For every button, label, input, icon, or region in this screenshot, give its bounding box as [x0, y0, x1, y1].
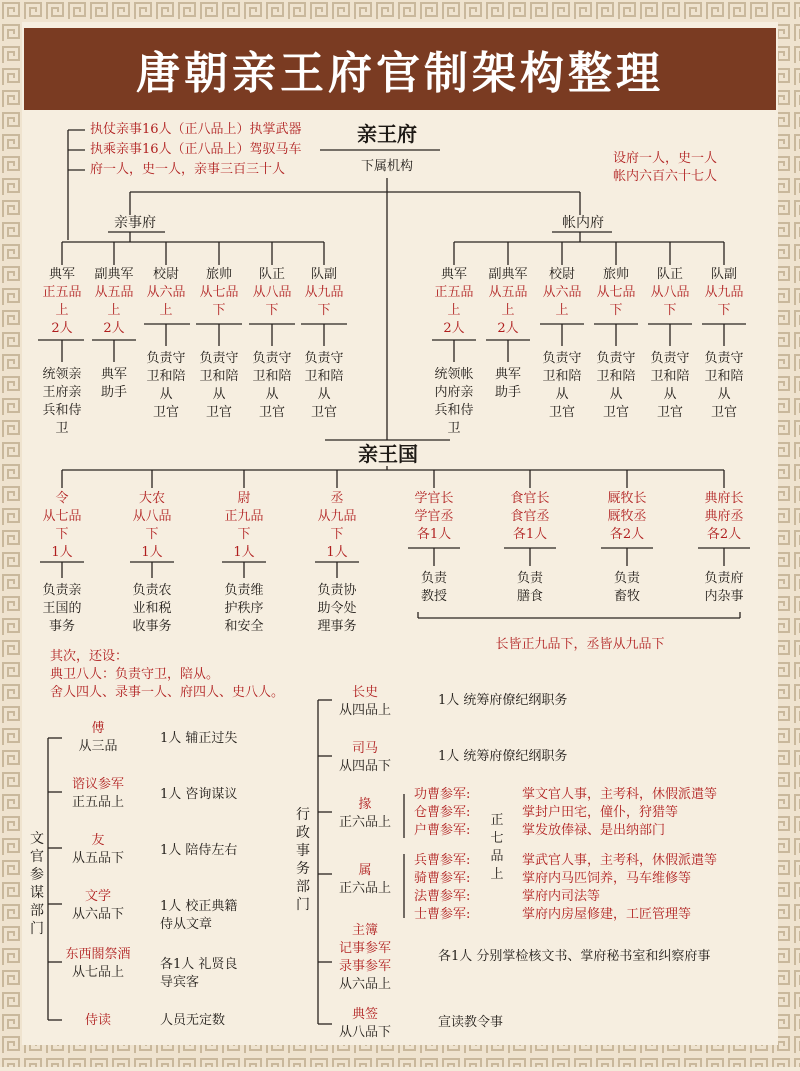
wangguo-position-duty: 膳食	[516, 589, 543, 604]
wenguan-rank: 正五品上	[71, 795, 124, 810]
xingzheng-title: 典签	[351, 1007, 378, 1022]
zhangneifu-position-title: 校尉	[548, 267, 575, 282]
wangguo-position-duty: 畜牧	[613, 589, 640, 604]
zhangneifu-position-rank: 从八品	[650, 285, 690, 300]
zhangneifu-position-duty: 从	[717, 387, 731, 402]
cao-name: 法曹参军:	[414, 889, 471, 904]
qinshifu-position-duty: 助手	[100, 385, 127, 400]
wangguo-position-title: 大农	[138, 491, 165, 506]
wenguan-duty: 1人 辅正过失	[160, 731, 238, 746]
zhangneifu-position-duty: 卫和陪	[542, 369, 582, 384]
wangguo-position-rank: 下	[237, 527, 251, 542]
label-wenguan-canmou	[28, 830, 46, 938]
zhangneifu-position-duty: 卫官	[548, 405, 575, 420]
xingzheng-title: 司马	[351, 741, 378, 756]
zhangneifu-position-rank: 下	[663, 303, 677, 318]
wangguo-position-duty: 负责亲	[42, 583, 82, 598]
wenguan-duty: 1人 校正典籍	[160, 899, 238, 914]
cao-name: 士曹参军:	[414, 907, 471, 922]
xingzheng-subtitle: 记事参军	[338, 941, 391, 956]
cao-duty: 掌发放俸禄、是出纳部门	[522, 823, 666, 838]
wangguo-rank-note: 长皆正九品下，丞皆从九品下	[495, 637, 665, 652]
zhangneifu-position-duty: 负责守	[542, 351, 582, 366]
wangguo-position-rank: 下	[145, 527, 159, 542]
xingzheng-duty: 宣读教令事	[438, 1015, 504, 1030]
zhangneifu-position-rank: 上	[555, 303, 569, 318]
qinshifu-position-duty: 卫和陪	[252, 369, 292, 384]
zhangneifu-position-rank: 2人	[497, 321, 519, 336]
wangguo-position-rank: 1人	[141, 545, 163, 560]
xingzheng-duty: 各1人 分别掌检核文书、掌府秘书室和纠察府事	[438, 949, 711, 964]
qinshifu-position-duty: 从	[212, 387, 226, 402]
wangguo-position-duty: 业和税	[132, 601, 172, 616]
wangguo-position-duty: 负责维	[224, 583, 264, 598]
zhangneifu-position-title: 旅帅	[602, 267, 629, 282]
wangguo-position-rank: 各2人	[706, 527, 742, 542]
zhangneifu-position-duty: 负责守	[650, 351, 690, 366]
other-line-3: 舍人四人、录事一人、府四人、史八人。	[50, 685, 285, 700]
zhangneifu-position-duty: 兵和侍	[434, 403, 474, 418]
note-zhangnei-2: 帐内六百六十七人	[612, 169, 717, 184]
qinshifu-position-duty: 兵和侍	[42, 403, 82, 418]
wenguan-duty: 人员无定数	[160, 1013, 226, 1028]
xingzheng-rank: 从四品上	[338, 703, 391, 718]
zhangneifu-position-duty: 卫	[447, 421, 461, 436]
wenguan-title: 东西閤祭酒	[65, 947, 131, 962]
xingzheng-title: 属	[358, 863, 372, 878]
qinshifu-position-rank: 下	[212, 303, 226, 318]
zhangneifu-position-rank: 2人	[443, 321, 465, 336]
qinshifu-position-duty: 卫和陪	[304, 369, 344, 384]
cao-name: 功曹参军:	[414, 787, 471, 802]
zhangneifu-position-rank: 从六品	[542, 285, 582, 300]
zhangneifu-position-duty: 内府亲	[434, 385, 474, 400]
wangguo-position-duty: 负责	[420, 571, 447, 586]
wenguan-rank: 从七品上	[71, 965, 124, 980]
cao-duty: 掌府内马匹饲养，马车维修等	[522, 871, 692, 886]
wangguo-position-rank: 厩牧丞	[607, 509, 647, 524]
page-title: 唐朝亲王府官制架构整理	[136, 48, 664, 99]
label-char: 务	[296, 861, 310, 877]
qinshifu-position-duty: 典军	[100, 367, 127, 382]
zhangneifu-position-duty: 负责守	[596, 351, 636, 366]
wangguo-position-rank: 各2人	[609, 527, 645, 542]
wenguan-duty: 导宾客	[160, 975, 200, 990]
qinshifu-position-title: 旅帅	[205, 267, 232, 282]
wenguan-title: 侍读	[84, 1013, 111, 1028]
xingzheng-rank: 从八品下	[338, 1025, 391, 1040]
wangguo-position-title: 厩牧长	[607, 491, 647, 506]
zhangneifu-position-duty: 卫官	[710, 405, 737, 420]
qinshifu-position-title: 队副	[310, 267, 337, 282]
xingzheng-duty: 1人 统筹府僚纪纲职务	[438, 749, 568, 764]
node-qinwangfu: 亲王府	[357, 122, 417, 146]
wangguo-position-title: 学官长	[414, 491, 454, 506]
wangguo-position-rank: 学官丞	[414, 509, 454, 524]
xingzheng-rank: 正六品上	[338, 815, 391, 830]
qinshifu-position-duty: 卫和陪	[199, 369, 239, 384]
qinshifu-position-title: 副典军	[94, 267, 134, 282]
zhangneifu-position-rank: 下	[609, 303, 623, 318]
label-char: 谋	[30, 885, 44, 901]
qinshifu-position-duty: 从	[317, 387, 331, 402]
label-xiashujigou: 下属机构	[360, 159, 413, 174]
wangguo-position-duty: 负责	[516, 571, 543, 586]
qinshifu-position-rank: 上	[159, 303, 173, 318]
node-zhangneifu: 帐内府	[562, 215, 604, 231]
note-fushi: 府一人，史一人，亲事三百三十人	[90, 162, 286, 177]
label-char: 文	[30, 831, 44, 847]
wangguo-position-rank: 典府丞	[704, 509, 744, 524]
qinshifu-position-duty: 卫和陪	[146, 369, 186, 384]
qinshifu-position-duty: 负责守	[199, 351, 239, 366]
wangguo-position-duty: 事务	[48, 619, 75, 634]
wangguo-position-title: 典府长	[704, 491, 744, 506]
label-char: 参	[30, 867, 44, 883]
label-char: 政	[296, 825, 310, 841]
label-char: 门	[30, 921, 44, 937]
qinshifu-position-rank: 2人	[103, 321, 125, 336]
wenguan-title: 谘议参军	[71, 777, 124, 792]
wenguan-title: 傅	[91, 721, 105, 736]
zhangneifu-position-duty: 从	[555, 387, 569, 402]
cao-duty: 掌府内房屋修建，工匠管理等	[522, 907, 692, 922]
qinshifu-position-duty: 卫官	[152, 405, 179, 420]
label-xingzheng-shiwu	[294, 806, 312, 914]
wangguo-position-duty: 负责农	[132, 583, 172, 598]
rank-char: 正	[490, 813, 504, 828]
wangguo-position-duty: 和安全	[224, 619, 264, 634]
cao-duty: 掌文官人事，主考科，休假派遣等	[522, 787, 718, 802]
zhangneifu-position-rank: 正五品	[434, 285, 474, 300]
wangguo-position-rank: 食官丞	[510, 509, 550, 524]
cao-name: 户曹参军:	[414, 823, 471, 838]
zhangneifu-position-title: 典军	[440, 267, 467, 282]
node-qinshifu: 亲事府	[114, 215, 156, 231]
wangguo-position-duty: 王国的	[42, 601, 82, 616]
zhangneifu-position-duty: 助手	[494, 385, 521, 400]
zhangneifu-position-rank: 上	[501, 303, 515, 318]
label-char: 行	[296, 807, 310, 823]
note-zhizhang: 执仗亲事16人（正八品上）执掌武器	[90, 122, 302, 137]
xingzheng-title: 长史	[351, 685, 378, 700]
cao-duty: 掌封户田宅，僮仆，狩猎等	[522, 805, 679, 820]
qinshifu-position-duty: 从	[159, 387, 173, 402]
wangguo-position-rank: 从八品	[132, 509, 172, 524]
wenguan-duty: 1人 陪侍左右	[160, 843, 238, 858]
xingzheng-rank: 正六品上	[338, 881, 391, 896]
zhangneifu-position-rank: 从五品	[488, 285, 528, 300]
wangguo-position-rank: 从七品	[42, 509, 82, 524]
wangguo-position-rank: 正九品	[224, 509, 264, 524]
cao-name: 骑曹参军:	[414, 871, 471, 886]
wangguo-position-duty: 负责府	[704, 571, 744, 586]
wenguan-rank: 从三品	[78, 739, 118, 754]
qinshifu-position-duty: 王府亲	[42, 385, 82, 400]
wangguo-position-rank: 各1人	[512, 527, 548, 542]
wangguo-position-rank: 下	[330, 527, 344, 542]
cao-name: 兵曹参军:	[414, 853, 471, 868]
qinshifu-position-duty: 负责守	[146, 351, 186, 366]
wangguo-position-duty: 负责协	[317, 583, 357, 598]
label-char: 官	[30, 849, 44, 865]
xingzheng-rank: 从四品下	[338, 759, 391, 774]
label-char: 事	[296, 843, 310, 859]
xingzheng-duty: 1人 统筹府僚纪纲职务	[438, 693, 568, 708]
wenguan-rank: 从六品下	[71, 907, 124, 922]
zhangneifu-position-duty: 从	[663, 387, 677, 402]
qinshifu-position-rank: 从五品	[94, 285, 134, 300]
zhangneifu-position-rank: 下	[717, 303, 731, 318]
cao-duty: 掌武官人事，主考科，休假派遣等	[522, 853, 718, 868]
zhangneifu-position-rank: 上	[447, 303, 461, 318]
rank-char: 上	[490, 867, 504, 882]
wenguan-duty: 侍从文章	[160, 917, 213, 932]
note-zhicheng: 执乘亲事16人（正八品上）驾驭马车	[90, 142, 302, 157]
zhangneifu-position-duty: 统领帐	[434, 367, 474, 382]
label-char: 部	[296, 879, 310, 895]
wenguan-title: 友	[91, 833, 105, 848]
qinshifu-position-rank: 上	[107, 303, 121, 318]
qinshifu-position-title: 典军	[48, 267, 75, 282]
node-qinwangguo: 亲王国	[358, 442, 418, 466]
zhangneifu-position-duty: 卫和陪	[650, 369, 690, 384]
wangguo-position-duty: 助令处	[317, 601, 357, 616]
rank-char: 七	[490, 831, 504, 846]
wenguan-rank: 从五品下	[71, 851, 124, 866]
label-char: 门	[296, 897, 310, 913]
qinshifu-position-rank: 下	[317, 303, 331, 318]
qinshifu-position-rank: 上	[55, 303, 69, 318]
wangguo-position-rank: 1人	[51, 545, 73, 560]
zhangneifu-position-duty: 卫和陪	[596, 369, 636, 384]
xingzheng-subtitle: 录事参军	[338, 959, 391, 974]
qinshifu-position-duty: 卫官	[205, 405, 232, 420]
cao-rank	[488, 812, 506, 884]
qinshifu-position-duty: 卫官	[310, 405, 337, 420]
qinshifu-position-title: 队正	[258, 267, 285, 282]
wangguo-position-duty: 内杂事	[704, 589, 744, 604]
other-line-1: 其次，还设：	[50, 649, 129, 664]
qinshifu-position-duty: 卫官	[258, 405, 285, 420]
qinshifu-position-title: 校尉	[152, 267, 179, 282]
qinshifu-position-rank: 从九品	[304, 285, 344, 300]
zhangneifu-position-title: 副典军	[488, 267, 528, 282]
wangguo-position-title: 丞	[330, 491, 344, 506]
other-line-2: 典卫八人：负责守卫，陪从。	[50, 667, 220, 682]
wangguo-position-duty: 负责	[613, 571, 640, 586]
qinshifu-position-rank: 从七品	[199, 285, 239, 300]
wangguo-position-rank: 1人	[326, 545, 348, 560]
wenguan-title: 文学	[84, 889, 111, 904]
qinshifu-position-duty: 负责守	[304, 351, 344, 366]
wangguo-position-title: 令	[55, 491, 69, 506]
xingzheng-rank: 从六品上	[338, 977, 391, 992]
zhangneifu-position-title: 队副	[710, 267, 737, 282]
zhangneifu-position-rank: 从九品	[704, 285, 744, 300]
wangguo-position-rank: 下	[55, 527, 69, 542]
wangguo-position-duty: 教授	[420, 589, 447, 604]
wangguo-position-rank: 各1人	[416, 527, 452, 542]
wangguo-position-rank: 从九品	[317, 509, 357, 524]
note-zhangnei-1: 设府一人，史一人	[612, 151, 717, 166]
zhangneifu-position-title: 队正	[656, 267, 683, 282]
qinshifu-position-duty: 卫	[55, 421, 69, 436]
qinshifu-position-duty: 负责守	[252, 351, 292, 366]
label-char: 部	[30, 903, 44, 919]
zhangneifu-position-duty: 负责守	[704, 351, 744, 366]
wangguo-position-title: 食官长	[510, 491, 550, 506]
cao-duty: 掌府内司法等	[522, 889, 601, 904]
zhangneifu-position-duty: 卫和陪	[704, 369, 744, 384]
wangguo-position-duty: 收事务	[132, 619, 172, 634]
wangguo-position-duty: 理事务	[317, 619, 357, 634]
wangguo-position-duty: 护秩序	[224, 601, 264, 616]
qinshifu-position-rank: 从八品	[252, 285, 292, 300]
cao-name: 仓曹参军:	[414, 805, 471, 820]
qinshifu-position-duty: 统领亲	[42, 367, 82, 382]
qinshifu-position-rank: 从六品	[146, 285, 186, 300]
zhangneifu-position-duty: 典军	[494, 367, 521, 382]
zhangneifu-position-duty: 卫官	[602, 405, 629, 420]
wangguo-position-rank: 1人	[233, 545, 255, 560]
qinshifu-position-rank: 2人	[51, 321, 73, 336]
zhangneifu-position-duty: 卫官	[656, 405, 683, 420]
qinshifu-position-rank: 下	[265, 303, 279, 318]
xingzheng-title: 主簿	[351, 923, 378, 938]
wangguo-position-title: 尉	[237, 491, 251, 506]
rank-char: 品	[490, 849, 504, 864]
zhangneifu-position-duty: 从	[609, 387, 623, 402]
qinshifu-position-duty: 从	[265, 387, 279, 402]
wenguan-duty: 1人 咨询谋议	[160, 787, 238, 802]
xingzheng-title: 掾	[358, 797, 372, 812]
wenguan-duty: 各1人 礼贤良	[160, 957, 238, 972]
zhangneifu-position-rank: 从七品	[596, 285, 636, 300]
qinshifu-position-rank: 正五品	[42, 285, 82, 300]
